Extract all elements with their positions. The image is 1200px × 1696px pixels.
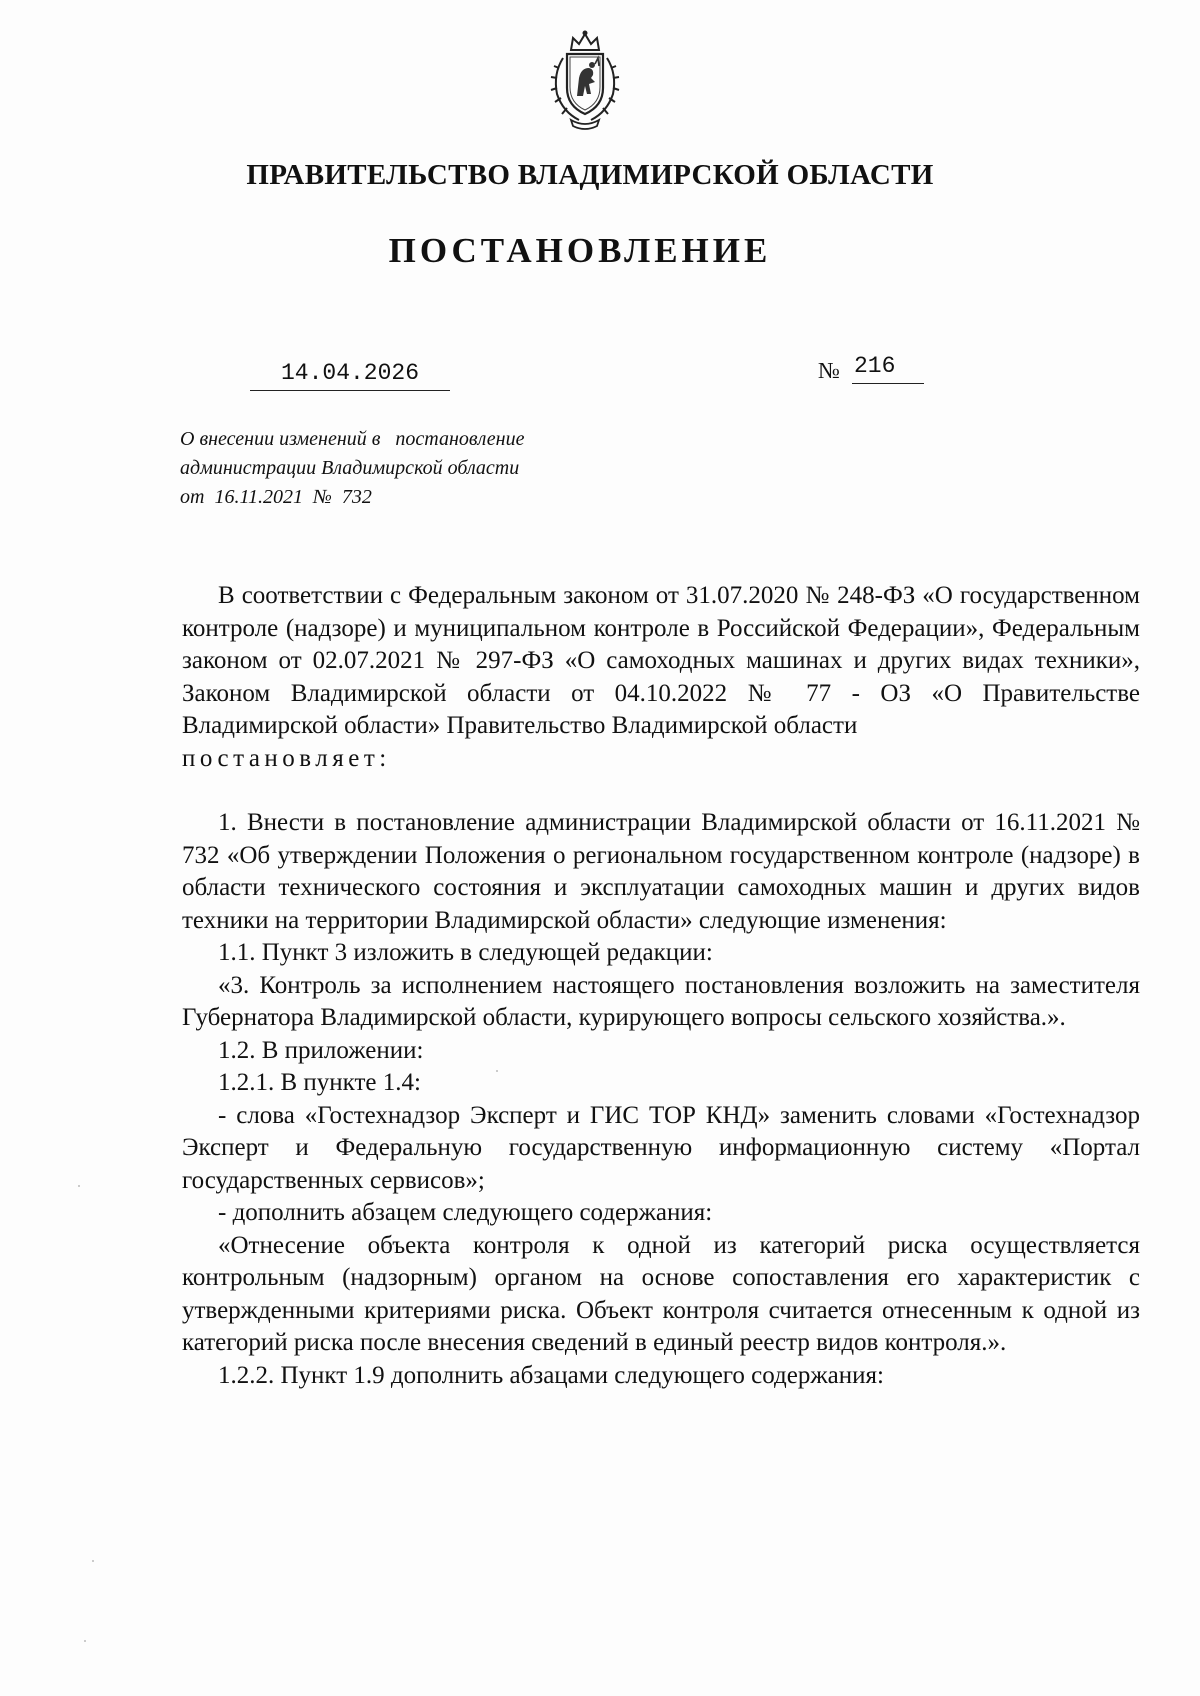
paragraph-1-2-1-a: - слова «Гостехнадзор Эксперт и ГИС ТОР КНД» заменить словами «Гостехнадзор Эксперт и Федеральную государственную информационную систему «Портал государственных сервисов»; <box>182 1101 1140 1194</box>
number-sign: № <box>818 358 840 383</box>
paragraph-1: 1. Внести в постановление администрации Владимирской области от 16.11.2021 № 732 «Об утверждении Положения о региональном государственном контроле (надзоре) в области технического состояния и эксплуатации самоходных машин и других видов техники на территории Владимирской области» следующие изменения: <box>182 809 1140 934</box>
scan-speck <box>78 1185 80 1187</box>
scan-speck <box>84 1640 86 1642</box>
paragraph-1-1-text: «3. Контроль за исполнением настоящего постановления возложить на заместителя Губернатора Владимирской области, курирующего вопросы сельского хозяйства.». <box>182 971 1140 1031</box>
paragraph-1-2-2: 1.2.2. Пункт 1.9 дополнить абзацами следующего содержания: <box>218 1361 884 1389</box>
subject-line: от 16.11.2021 № 732 <box>180 486 372 508</box>
document-number: 216 <box>852 349 924 384</box>
coat-of-arms-icon <box>537 28 633 132</box>
subject-line: администрации Владимирской области <box>180 457 520 479</box>
paragraph-1-2-1-c: «Отнесение объекта контроля к одной из категорий риска осуществляется контрольным (надзорным) органом на основе сопоставления его характеристик с утвержденными критериями риска. Объект контроля считается отнесенным к одной из категорий риска после внесения сведений в единый реестр видов контроля.». <box>182 1231 1140 1356</box>
paragraph-1-2-1: 1.2.1. В пункте 1.4: <box>218 1069 421 1096</box>
scan-speck <box>496 1070 498 1072</box>
preamble-paragraph: В соответствии с Федеральным законом от 31.07.2020 № 248-ФЗ «О государственном контроле (надзоре) и муниципальном контроле в Российской Федерации», Федеральным законом от 02.07.2021 № 297-ФЗ «О самоходных машинах и других видах техники», Законом Владимирской области от 04.10.2022 № 77 - ОЗ «О Правительстве Владимирской области» Правительство Владимирской области <box>182 582 1140 739</box>
government-title: ПРАВИТЕЛЬСТВО ВЛАДИМИРСКОЙ ОБЛАСТИ <box>246 159 934 191</box>
scan-speck <box>92 1560 94 1562</box>
paragraph-1-1: 1.1. Пункт 3 изложить в следующей редакции: <box>218 939 713 966</box>
document-subject <box>180 425 524 512</box>
paragraph-1-2: 1.2. В приложении: <box>218 1036 424 1064</box>
document-date: 14.04.2026 <box>250 356 450 391</box>
subject-line: О внесении изменений в постановление <box>180 428 525 450</box>
document-type-title: ПОСТАНОВЛЕНИЕ <box>388 231 772 270</box>
decree-word: постановляет: <box>182 744 391 772</box>
document-body <box>182 580 1140 1392</box>
paragraph-1-2-1-b: - дополнить абзацем следующего содержания: <box>218 1199 713 1226</box>
